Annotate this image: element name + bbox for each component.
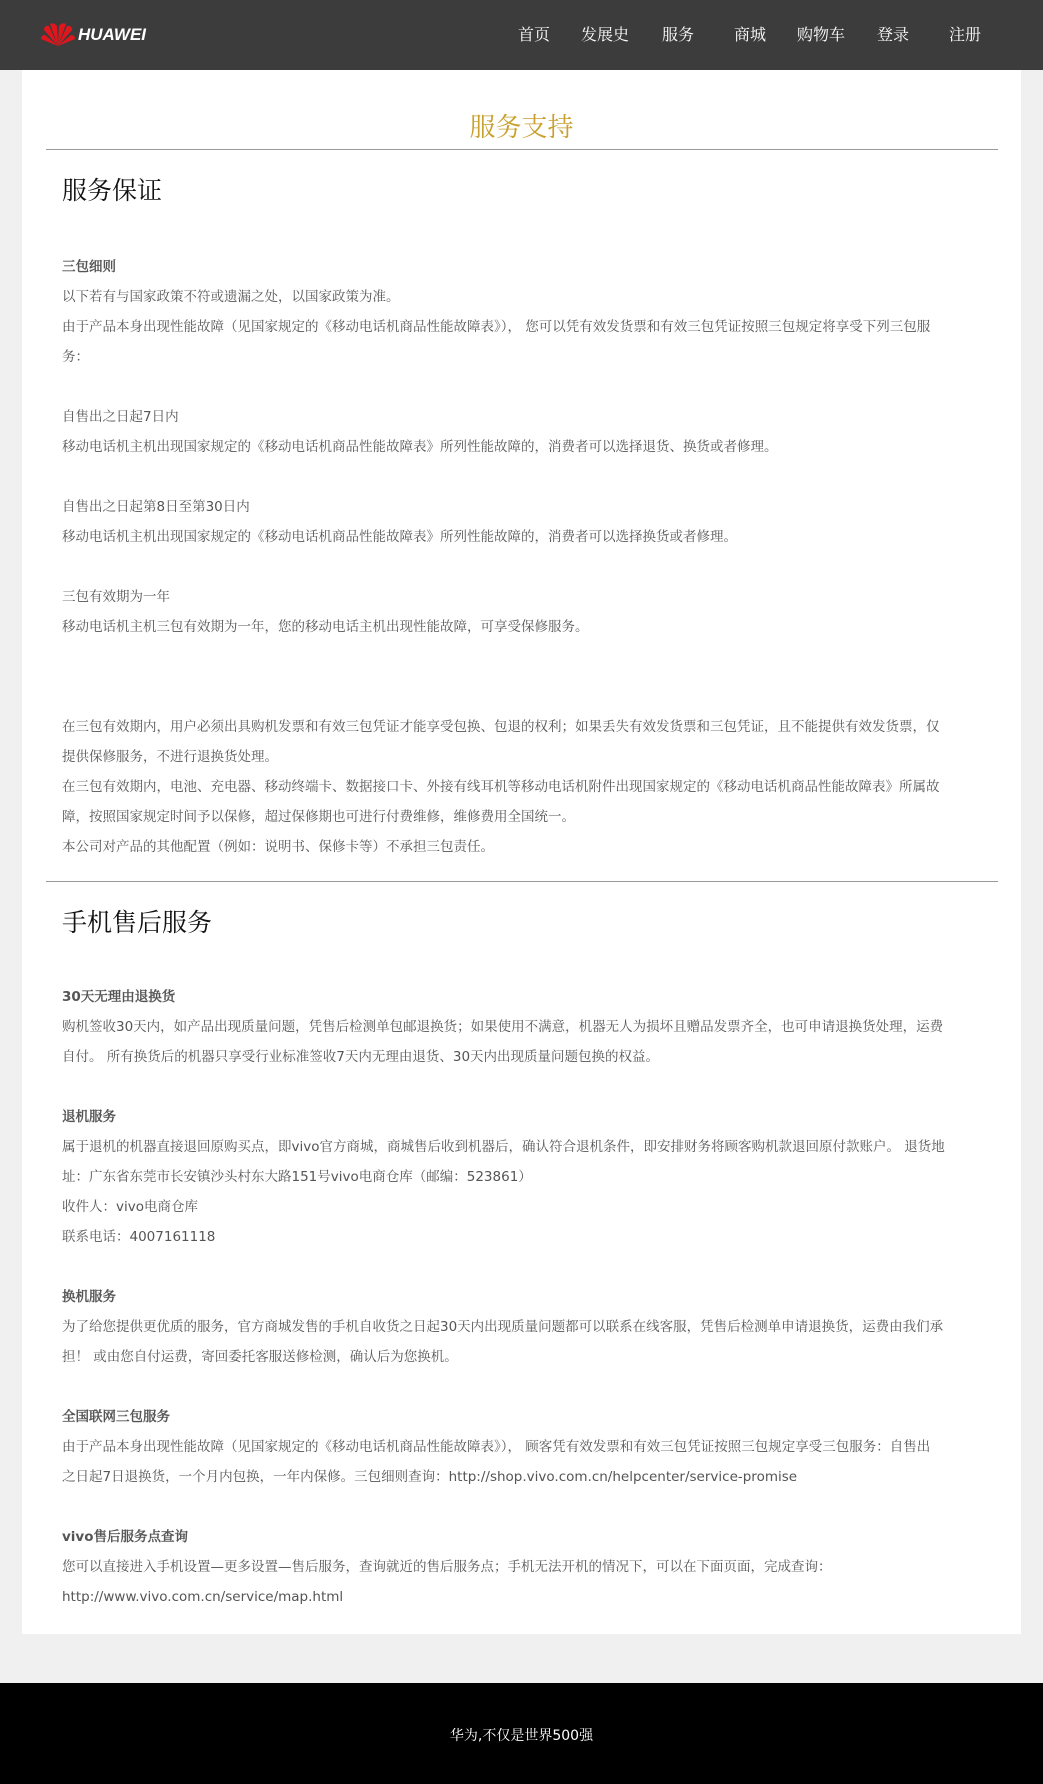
- nav-mall[interactable]: 商城: [734, 25, 767, 44]
- subheading: 退机服务: [62, 1109, 116, 1125]
- paragraph-line: 移动电话机主机出现国家规定的《移动电话机商品性能故障表》所列性能故障的，消费者可以选择退货、换货或者修理。: [62, 439, 778, 455]
- section-heading-after-sales: 手机售后服务: [62, 908, 213, 937]
- nav-history[interactable]: 发展史: [581, 25, 630, 44]
- subheading: 自售出之日起第8日至第30日内: [62, 499, 250, 515]
- paragraph-line: 购机签收30天内，如产品出现质量问题，凭售后检测单包邮退换货；如果使用不满意，机器无人为损坏且赠品发票齐全，也可申请退换货处理，运费: [62, 1019, 944, 1035]
- paragraph-line: 务：: [62, 349, 89, 365]
- huawei-logo[interactable]: [40, 20, 146, 50]
- paragraph-line: 障，按照国家规定时间予以保修，超过保修期也可进行付费维修，维修费用全国统一。: [62, 809, 575, 825]
- paragraph-line: 自付。 所有换货后的机器只享受行业标准签收7天内无理由退货、30天内出现质量问题包换的权益。: [62, 1049, 660, 1065]
- subheading: vivo售后服务点查询: [62, 1529, 189, 1545]
- paragraph-line: 收件人：vivo电商仓库: [62, 1199, 198, 1215]
- paragraph-line: 之日起7日退换货，一个月内包换，一年内保修。三包细则查询：http://shop.vivo.com.cn/helpcenter/service-promise: [62, 1469, 798, 1485]
- nav-register[interactable]: 注册: [949, 25, 982, 44]
- paragraph-line: 担！ 或由您自付运费，寄回委托客服送修检测，确认后为您换机。: [62, 1349, 458, 1365]
- subheading: 30天无理由退换货: [62, 989, 176, 1005]
- paragraph-line: 由于产品本身出现性能故障（见国家规定的《移动电话机商品性能故障表》）， 您可以凭有效发货票和有效三包凭证按照三包规定将享受下列三包服: [62, 319, 931, 335]
- paragraph-line: 移动电话机主机出现国家规定的《移动电话机商品性能故障表》所列性能故障的，消费者可以选择换货或者修理。: [62, 529, 737, 545]
- nav-cart[interactable]: 购物车: [797, 25, 846, 44]
- footer-text: 华为,不仅是世界500强: [449, 1728, 594, 1744]
- paragraph-line: 移动电话机主机三包有效期为一年，您的移动电话主机出现性能故障，可享受保修服务。: [62, 619, 589, 635]
- subheading: 自售出之日起7日内: [62, 409, 179, 425]
- nav-service[interactable]: 服务: [662, 25, 695, 44]
- paragraph-line: 在三包有效期内，电池、充电器、移动终端卡、数据接口卡、外接有线耳机等移动电话机附件出现国家规定的《移动电话机商品性能故障表》所属故: [62, 779, 940, 795]
- nav-home[interactable]: 首页: [518, 25, 551, 44]
- paragraph-line: 在三包有效期内，用户必须出具购机发票和有效三包凭证才能享受包换、包退的权利；如果丢失有效发货票和三包凭证，且不能提供有效发货票，仅: [62, 719, 940, 735]
- logo-text: HUAWEI: [78, 25, 146, 44]
- paragraph-line: 址：广东省东莞市长安镇沙头村东大路151号vivo电商仓库（邮编：523861）: [62, 1169, 532, 1185]
- top-navbar: [0, 0, 1043, 70]
- nav-login[interactable]: 登录: [877, 25, 910, 44]
- subheading: 三包有效期为一年: [62, 589, 170, 605]
- divider: [46, 881, 998, 882]
- paragraph-line: 为了给您提供更优质的服务，官方商城发售的手机自收货之日起30天内出现质量问题都可以联系在线客服，凭售后检测单申请退换货，运费由我们承: [62, 1319, 944, 1335]
- content-panel: [22, 70, 1021, 1634]
- paragraph-line: 以下若有与国家政策不符或遗漏之处，以国家政策为准。: [62, 289, 400, 305]
- paragraph-line: 您可以直接进入手机设置—更多设置—售后服务，查询就近的售后服务点；手机无法开机的情况下，可以在下面页面，完成查询：: [62, 1559, 832, 1575]
- paragraph-line: http://www.vivo.com.cn/service/map.html: [62, 1589, 344, 1605]
- footer: [0, 1683, 1043, 1784]
- huawei-petal-icon: [40, 20, 76, 50]
- paragraph-line: 本公司对产品的其他配置（例如：说明书、保修卡等）不承担三包责任。: [62, 839, 494, 855]
- subheading: 三包细则: [62, 259, 116, 275]
- section-heading-service-guarantee: 服务保证: [62, 176, 163, 205]
- paragraph-line: 联系电话：4007161118: [62, 1229, 216, 1245]
- subheading: 全国联网三包服务: [62, 1409, 170, 1425]
- divider: [46, 149, 998, 150]
- page-title: 服务支持: [469, 113, 574, 143]
- paragraph-line: 由于产品本身出现性能故障（见国家规定的《移动电话机商品性能故障表》）， 顾客凭有效发票和有效三包凭证按照三包规定享受三包服务：自售出: [62, 1439, 931, 1455]
- subheading: 换机服务: [62, 1289, 116, 1305]
- paragraph-line: 属于退机的机器直接退回原购买点，即vivo官方商城，商城售后收到机器后，确认符合退机条件，即安排财务将顾客购机款退回原付款账户。 退货地: [62, 1139, 945, 1155]
- paragraph-line: 提供保修服务，不进行退换货处理。: [62, 749, 278, 765]
